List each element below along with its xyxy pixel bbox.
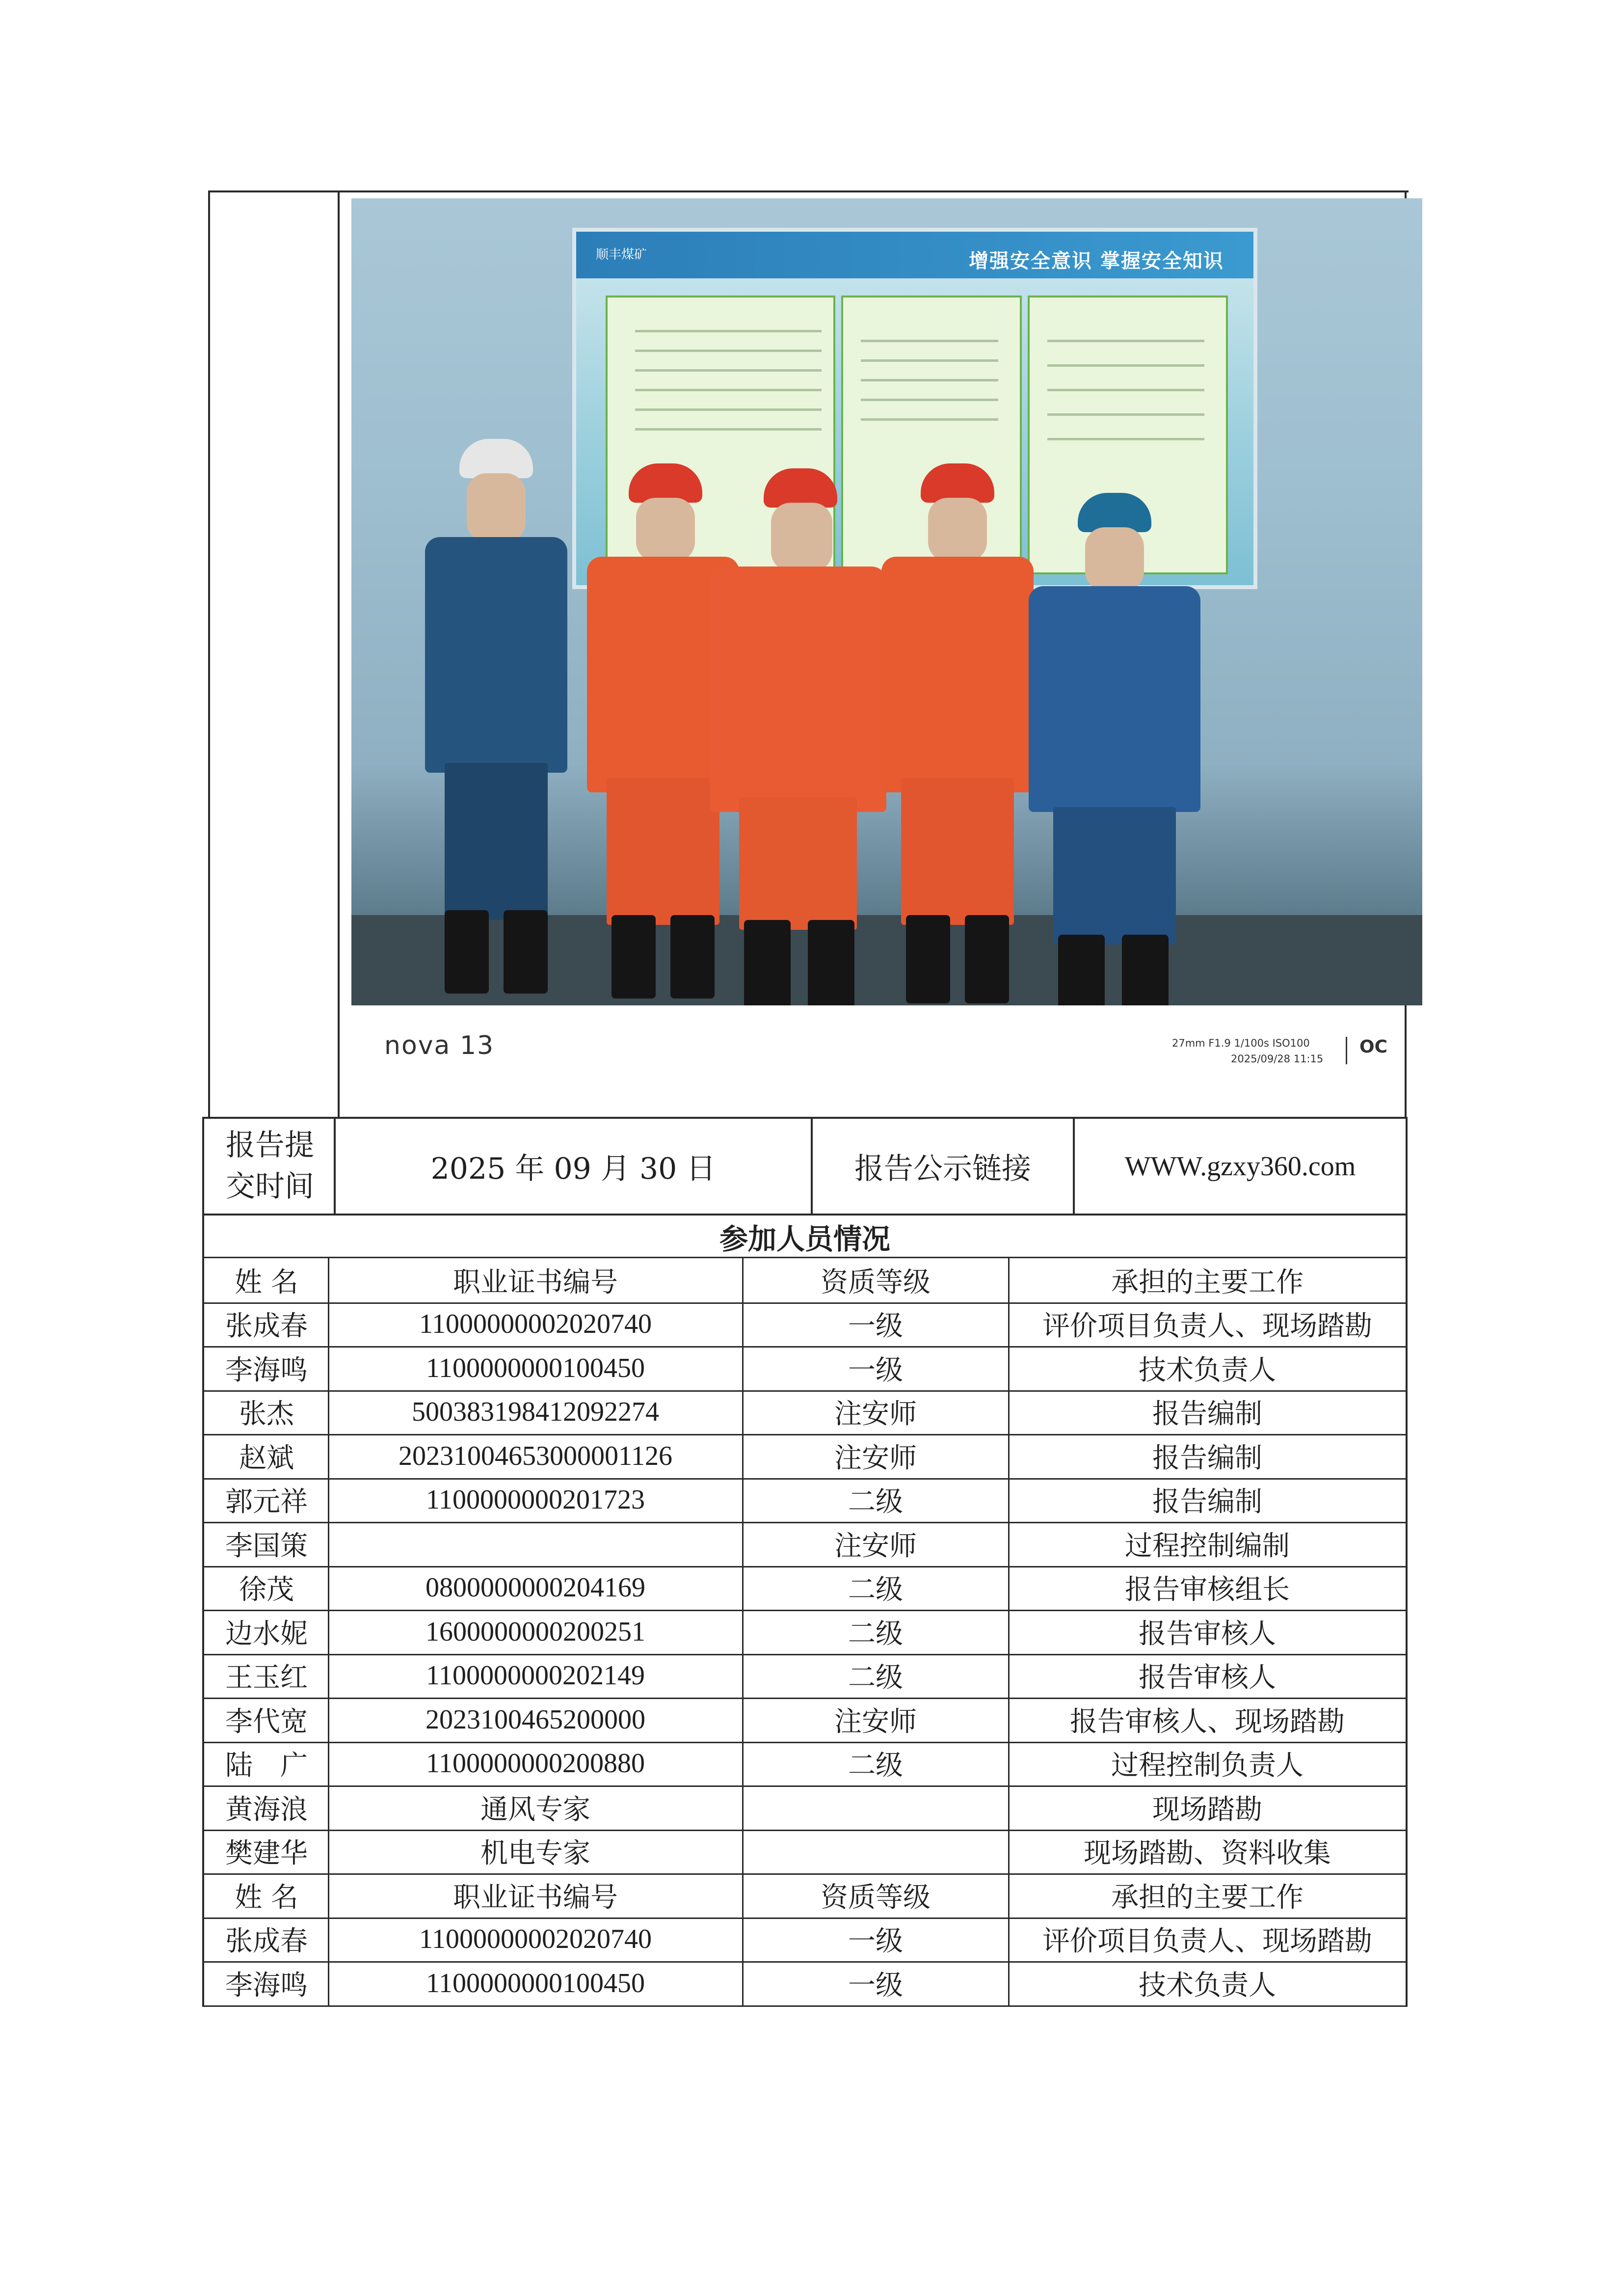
board-header (576, 232, 1253, 278)
cell-duty: 报告编制 (1152, 1486, 1262, 1518)
repeat-header-grade: 资质等级 (821, 1881, 931, 1914)
cell-grade: 注安师 (834, 1442, 917, 1474)
camera-brand-watermark: nova 13 (384, 1031, 495, 1060)
cell-grade: 二级 (848, 1486, 903, 1518)
cell-name: 赵斌 (239, 1442, 294, 1474)
cell-cert-no: 1100000000200880 (426, 1748, 645, 1779)
site-photo (351, 198, 1422, 1005)
cell-name: 张成春 (225, 1310, 308, 1343)
cell-grade: 注安师 (834, 1398, 917, 1431)
board-slogan: 增强安全意识 掌握安全知识 (969, 250, 1224, 272)
cell-name: 樊建华 (225, 1837, 308, 1870)
cell-cert-no: 500383198412092274 (412, 1397, 659, 1428)
cell-name: 张杰 (239, 1398, 294, 1431)
submit-time-label: 报告提交时间 (226, 1128, 314, 1204)
cell-grade: 二级 (848, 1574, 903, 1606)
cell-grade: 一级 (848, 1925, 903, 1958)
cell-duty: 报告审核人 (1139, 1618, 1276, 1650)
cell-duty: 过程控制负责人 (1111, 1750, 1304, 1782)
cell-cert-no: 1100000000202149 (426, 1660, 645, 1691)
repeat-header-name: 姓 名 (235, 1881, 298, 1914)
cell-duty: 评价项目负责人、现场踏勘 (1042, 1310, 1372, 1343)
cell-cert-no: 1100000000201723 (426, 1485, 645, 1515)
frame-inner-divider (338, 190, 340, 1118)
cell-name: 王玉红 (225, 1662, 308, 1694)
cell-grade: 二级 (848, 1750, 903, 1782)
cell-cert-no: 11000000002020740 (419, 1309, 652, 1340)
cell-cert-no: 机电专家 (480, 1838, 590, 1869)
cell-cert-no: 1600000000200251 (426, 1616, 645, 1647)
submit-time-value: 2025 年 09 月 30 日 (430, 1152, 716, 1186)
exif-separator (1346, 1037, 1347, 1064)
camera-mark-icon: OC (1359, 1037, 1388, 1057)
personnel-section-title: 参加人员情况 (719, 1222, 890, 1256)
cell-grade: 二级 (848, 1662, 903, 1694)
camera-datetime: 2025/09/28 11:15 (1231, 1053, 1324, 1065)
cell-name: 李海鸣 (225, 1969, 308, 2001)
cell-cert-no: 1100000000100450 (426, 1968, 645, 1999)
cell-grade: 一级 (848, 1310, 903, 1343)
cell-duty: 现场踏勘 (1152, 1793, 1262, 1826)
repeat-header-cert-no: 职业证书编号 (453, 1882, 618, 1913)
cell-grade: 二级 (848, 1618, 903, 1650)
cell-grade (744, 1830, 1007, 1874)
cell-cert-no: 1100000000100450 (426, 1352, 645, 1383)
public-link-value: WWW.gzxy360.com (1124, 1151, 1356, 1182)
cell-cert-no: 通风专家 (480, 1794, 590, 1825)
header-grade: 资质等级 (821, 1266, 931, 1298)
worker-5 (1024, 493, 1205, 1003)
cell-duty: 报告审核组长 (1125, 1574, 1290, 1606)
worker-4 (877, 463, 1038, 994)
header-duty: 承担的主要工作 (1111, 1266, 1304, 1298)
cell-name: 张成春 (225, 1925, 308, 1958)
cell-name: 郭元祥 (225, 1486, 308, 1518)
cell-name: 黄海浪 (225, 1793, 308, 1826)
cell-duty: 过程控制编制 (1125, 1530, 1290, 1562)
camera-exif: 27mm F1.9 1/100s ISO100 (1172, 1037, 1310, 1049)
worker-3 (705, 468, 891, 994)
cell-cert-no: 11000000002020740 (419, 1924, 652, 1955)
board-logo: 顺丰煤矿 (596, 247, 647, 262)
cell-name: 李代宽 (225, 1705, 308, 1738)
frame-left-border (208, 190, 210, 1118)
worker-1 (415, 439, 577, 979)
cell-name: 陆 广 (225, 1750, 308, 1782)
cell-duty: 评价项目负责人、现场踏勘 (1042, 1925, 1372, 1958)
cell-duty: 报告审核人 (1139, 1662, 1276, 1694)
header-cert-no: 职业证书编号 (453, 1267, 618, 1298)
cell-name: 李国策 (225, 1530, 308, 1562)
cell-grade: 注安师 (834, 1705, 917, 1738)
frame-top-border (208, 190, 1409, 192)
cell-grade: 注安师 (834, 1530, 917, 1562)
cell-grade (744, 1785, 1007, 1830)
cell-cert-no: 20231004653000001126 (399, 1440, 672, 1471)
cell-grade: 一级 (848, 1354, 903, 1386)
cell-cert-no (330, 1522, 741, 1566)
cell-duty: 技术负责人 (1139, 1969, 1276, 2001)
cell-cert-no: 2023100465200000 (426, 1704, 645, 1735)
public-link-label: 报告公示链接 (854, 1152, 1031, 1186)
cell-duty: 报告编制 (1152, 1398, 1262, 1431)
cell-name: 边水妮 (225, 1618, 308, 1650)
cell-duty: 报告编制 (1152, 1442, 1262, 1474)
repeat-header-duty: 承担的主要工作 (1111, 1881, 1304, 1914)
cell-name: 徐茂 (239, 1574, 294, 1606)
cell-grade: 一级 (848, 1969, 903, 2001)
cell-duty: 技术负责人 (1139, 1354, 1276, 1386)
header-name: 姓 名 (235, 1266, 298, 1298)
cell-duty: 报告审核人、现场踏勘 (1070, 1705, 1345, 1738)
cell-name: 李海鸣 (225, 1354, 308, 1386)
cell-duty: 现场踏勘、资料收集 (1084, 1837, 1331, 1870)
cell-cert-no: 0800000000204169 (426, 1572, 645, 1603)
